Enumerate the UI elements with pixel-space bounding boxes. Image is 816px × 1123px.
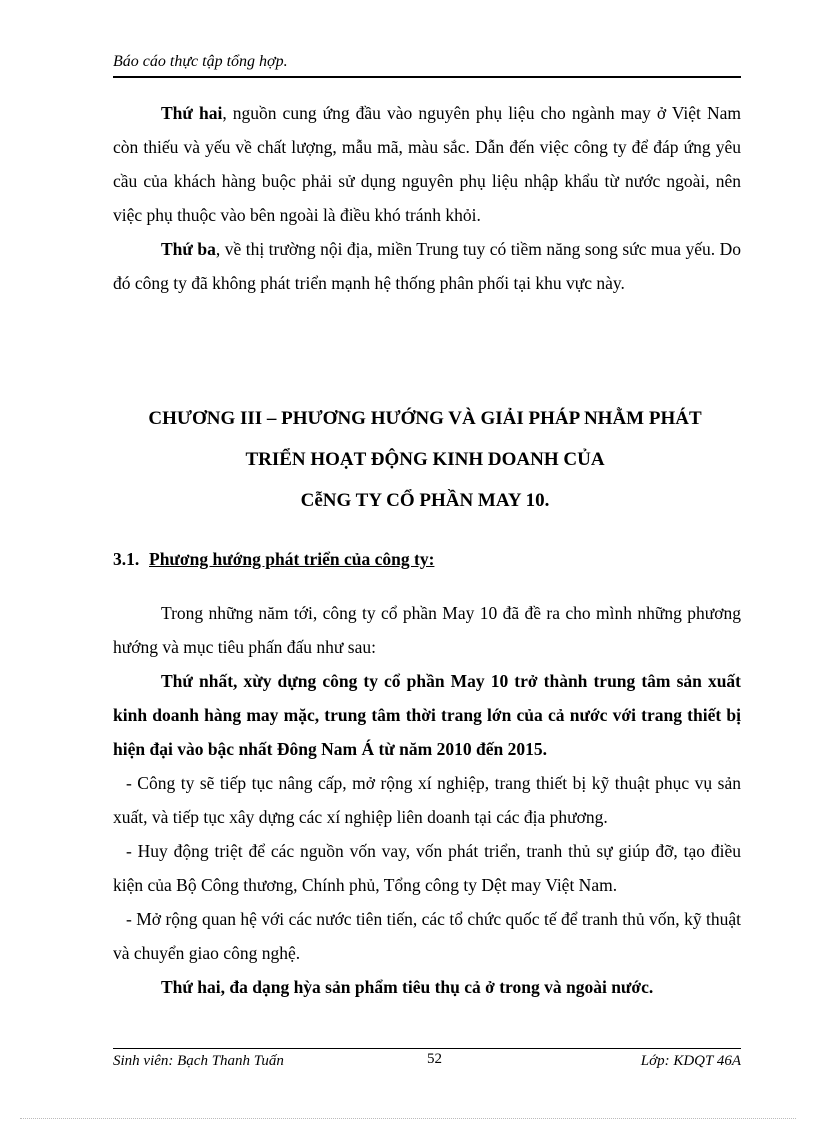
bullet-item: - Công ty sẽ tiếp tục nâng cấp, mở rộng xí nghiệp, trang thiết bị kỹ thuật phục vụ sản xuất, và tiếp tục xây dựng các xí nghiệp liên doanh tại các địa phương. (113, 773, 741, 827)
section-heading (113, 549, 434, 570)
chapter-heading-line: CễNG TY CỔ PHẦN MAY 10. (300, 490, 550, 511)
chapter-heading (80, 398, 770, 521)
paragraph-text: , nguồn cung ứng đầu vào nguyên phụ liệu cho ngành may ở Việt Nam còn thiếu và yếu về chất lượng, mẫu mã, màu sắc. Dẫn đến việc công ty để đáp ứng yêu cầu của khách hàng buộc phải sử dụng nguyên phụ liệu nhập khẩu từ nước ngoài, nên việc phụ thuộc vào bên ngoài là điều khó tránh khỏi. (113, 103, 741, 225)
paragraph-text: , về thị trường nội địa, miền Trung tuy có tiềm năng song sức mua yếu. Do đó công ty đã không phát triển mạnh hệ thống phân phối tại khu vực này. (113, 239, 741, 293)
section-number: 3.1. (113, 549, 140, 569)
page-header-title: Báo cáo thực tập tổng hợp. (113, 53, 288, 70)
page-bottom-border (20, 1118, 796, 1119)
goal-2-paragraph: Thứ hai, đa dạng hỳa sản phẩm tiêu thụ cả ở trong và ngoài nước. (161, 977, 654, 997)
page-number: 52 (427, 1051, 442, 1067)
chapter-heading-line: CHƯƠNG III – PHƯƠNG HƯỚNG VÀ GIẢI PHÁP NHẰM PHÁT (148, 408, 702, 429)
goal-1-paragraph: Thứ nhất, xừy dựng công ty cổ phần May 10 trở thành trung tâm sản xuất kinh doanh hàng may mặc, trung tâm thời trang lớn của cả nước với trang thiết bị hiện đại vào bậc nhất Đông Nam Á từ năm 2010 đến 2015. (113, 671, 741, 759)
paragraph-lead: Thứ ba (161, 239, 216, 259)
section-title: Phương hướng phát triển của công ty: (149, 549, 435, 569)
paragraph-thu-hai (113, 96, 741, 232)
chapter-heading-line: TRIỂN HOẠT ĐỘNG KINH DOANH CỦA (245, 449, 605, 470)
bullet-item: - Mở rộng quan hệ với các nước tiên tiến, các tổ chức quốc tế để tranh thủ vốn, kỹ thuật và chuyển giao công nghệ. (113, 909, 741, 963)
bullet-item: - Huy động triệt để các nguồn vốn vay, vốn phát triển, tranh thủ sự giúp đỡ, tạo điều kiện của Bộ Công thương, Chính phủ, Tổng công ty Dệt may Việt Nam. (113, 841, 741, 895)
header-divider (113, 76, 741, 78)
footer-class: Lớp: KDQT 46A (640, 1053, 741, 1069)
footer-divider (113, 1048, 741, 1049)
paragraph-thu-ba (113, 232, 741, 300)
paragraph-lead: Thứ hai (161, 103, 223, 123)
footer-student: Sinh viên: Bạch Thanh Tuấn (113, 1053, 284, 1069)
body-intro-paragraph: Trong những năm tới, công ty cổ phần May 10 đã đề ra cho mình những phương hướng và mục tiêu phấn đấu như sau: (113, 603, 741, 657)
